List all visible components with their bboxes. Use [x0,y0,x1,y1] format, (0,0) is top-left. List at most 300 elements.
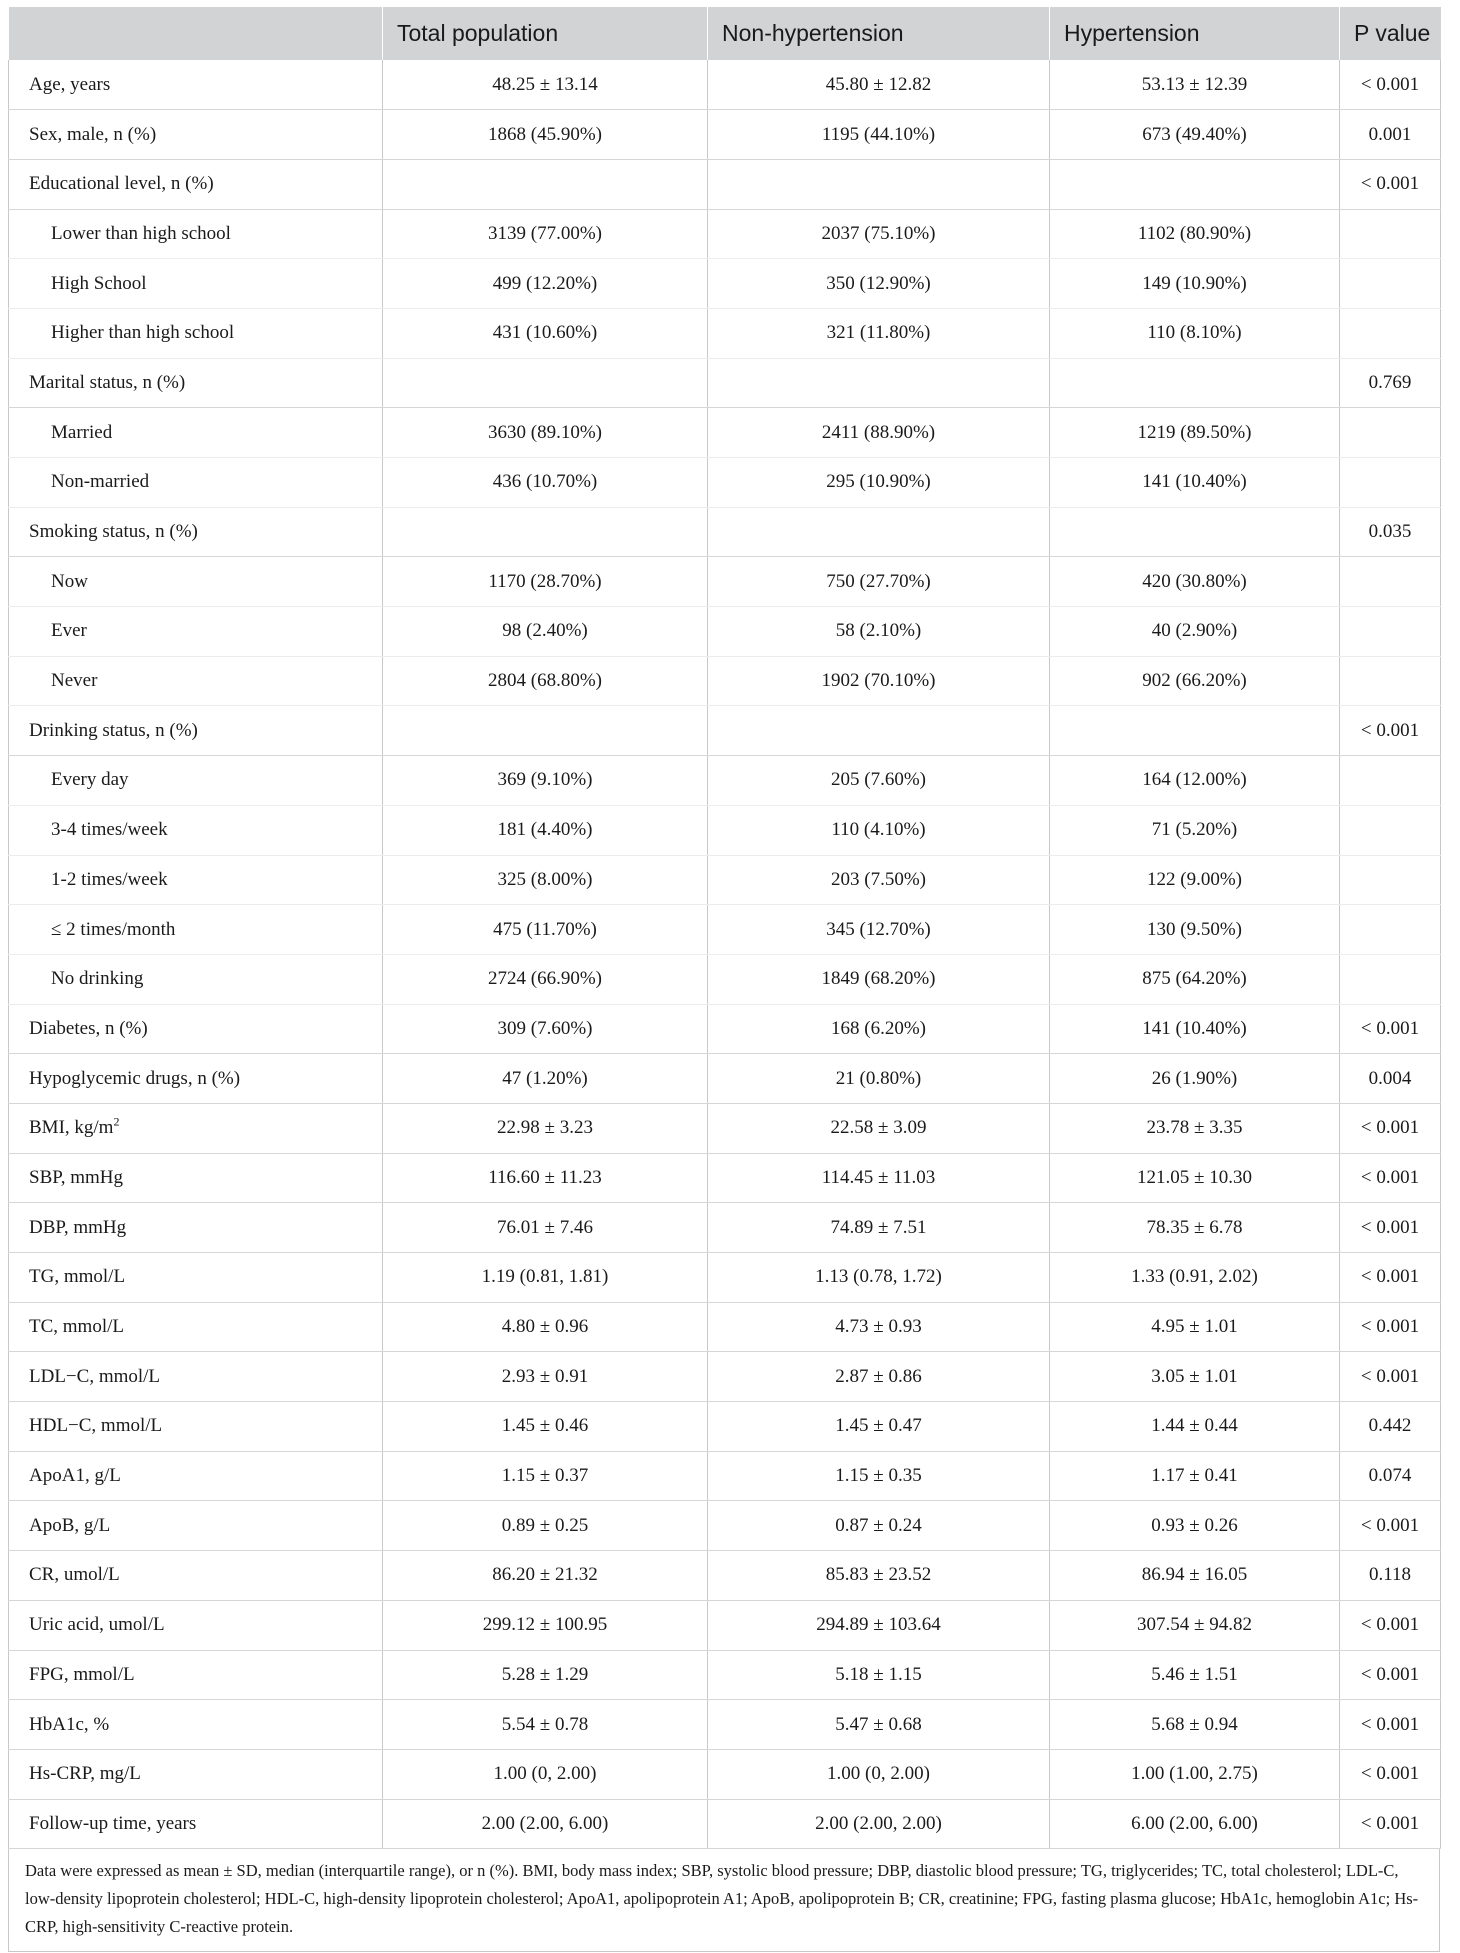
cell-hypertension-text: 23.78 ± 3.35 [1146,1117,1243,1139]
cell-hypertension [1050,1700,1340,1750]
table-row [9,1551,1441,1601]
cell-p-value [1340,1054,1441,1104]
row-label-text: SBP, mmHg [29,1166,123,1188]
row-label [9,1402,383,1452]
cell-p-value-text: 0.001 [1368,123,1412,145]
cell-p-value-text: < 0.001 [1360,173,1420,195]
cell-p-value [1340,1700,1441,1750]
cell-non-hypertension [708,855,1050,905]
cell-p-value-text: < 0.001 [1360,1017,1420,1039]
table-row [9,458,1441,508]
cell-p-value-text: < 0.001 [1360,1365,1420,1387]
cell-total-population [383,1004,708,1054]
table-row [9,1253,1441,1303]
cell-p-value [1340,855,1441,905]
cell-non-hypertension-text: 2411 (88.90%) [821,421,936,443]
row-label [9,756,383,806]
cell-non-hypertension-text: 5.18 ± 1.15 [835,1663,922,1685]
table-row [9,756,1441,806]
cell-non-hypertension [708,905,1050,955]
cell-p-value [1340,1799,1441,1849]
cell-p-value-text: 0.769 [1368,371,1412,393]
row-label-text: BMI, kg/m [29,1117,114,1139]
cell-p-value-text: 0.074 [1368,1465,1412,1487]
cell-p-value [1340,507,1441,557]
table-row [9,1700,1441,1750]
cell-non-hypertension [708,706,1050,756]
cell-p-value-text: 0.035 [1368,521,1412,543]
cell-non-hypertension [708,1203,1050,1253]
cell-non-hypertension-text: 1195 (44.10%) [821,123,936,145]
cell-hypertension-text: 130 (9.50%) [1147,918,1242,940]
cell-total-population [383,1253,708,1303]
cell-hypertension [1050,458,1340,508]
table-body [9,60,1441,1849]
row-label [9,259,383,309]
cell-hypertension [1050,1004,1340,1054]
cell-hypertension [1050,1253,1340,1303]
cell-p-value [1340,1004,1441,1054]
cell-p-value [1340,458,1441,508]
cell-hypertension [1050,1749,1340,1799]
cell-p-value [1340,209,1441,259]
cell-total-population-text: 5.28 ± 1.29 [501,1663,589,1685]
row-label-text: Lower than high school [51,222,231,244]
cell-hypertension-text: 307.54 ± 94.82 [1137,1614,1252,1636]
cell-hypertension [1050,1451,1340,1501]
cell-total-population-text: 22.98 ± 3.23 [497,1117,593,1139]
row-label [9,1302,383,1352]
table-row [9,358,1441,408]
cell-total-population-text: 299.12 ± 100.95 [482,1614,608,1636]
cell-hypertension [1050,1402,1340,1452]
row-label-text: LDL−C, mmol/L [29,1365,161,1387]
cell-non-hypertension-text: 22.58 ± 3.09 [830,1117,927,1139]
row-label-text: CR, umol/L [29,1564,120,1586]
cell-total-population-text: 499 (12.20%) [492,272,598,294]
cell-total-population-text: 3139 (77.00%) [488,222,602,244]
cell-non-hypertension [708,458,1050,508]
cell-non-hypertension-text: 203 (7.50%) [831,868,926,890]
cell-p-value-text: < 0.001 [1360,719,1420,741]
cell-p-value-text: < 0.001 [1360,1316,1420,1338]
cell-hypertension-text: 420 (30.80%) [1142,570,1247,592]
row-label [9,905,383,955]
cell-non-hypertension-text: 0.87 ± 0.24 [835,1514,922,1536]
cell-hypertension [1050,110,1340,160]
row-label [9,1551,383,1601]
cell-hypertension-text: 110 (8.10%) [1147,322,1242,344]
cell-p-value-text: < 0.001 [1360,1166,1420,1188]
cell-p-value-text: 0.004 [1368,1067,1412,1089]
cell-p-value [1340,1650,1441,1700]
cell-total-population [383,954,708,1004]
row-label-text: Marital status, n (%) [29,371,186,393]
row-label [9,159,383,209]
cell-non-hypertension [708,60,1050,110]
cell-total-population-text: 116.60 ± 11.23 [488,1166,602,1188]
cell-p-value-text: < 0.001 [1360,1117,1420,1139]
cell-hypertension [1050,756,1340,806]
cell-hypertension-text: 1.33 (0.91, 2.02) [1131,1266,1258,1288]
cell-total-population-text: 47 (1.20%) [502,1067,588,1089]
row-label-text: Drinking status, n (%) [29,719,198,741]
row-label [9,1153,383,1203]
cell-non-hypertension-text: 295 (10.90%) [826,471,931,493]
row-label-text: Every day [51,769,129,791]
cell-p-value [1340,1551,1441,1601]
row-label-text: HbA1c, % [29,1713,110,1735]
cell-hypertension-text: 673 (49.40%) [1142,123,1247,145]
row-label [9,1650,383,1700]
table-row [9,905,1441,955]
cell-p-value-text: < 0.001 [1360,1763,1420,1785]
cell-non-hypertension [708,1253,1050,1303]
cell-non-hypertension-text: 345 (12.70%) [826,918,931,940]
cell-total-population [383,358,708,408]
cell-p-value [1340,1451,1441,1501]
cell-non-hypertension [708,1054,1050,1104]
row-label [9,1501,383,1551]
table-row [9,656,1441,706]
cell-total-population [383,159,708,209]
cell-total-population-text: 1.45 ± 0.46 [501,1415,589,1437]
cell-non-hypertension [708,756,1050,806]
table-row [9,706,1441,756]
row-label-text: Never [51,670,98,692]
cell-non-hypertension-text: 1.00 (0, 2.00) [827,1763,930,1785]
cell-non-hypertension-text: 1902 (70.10%) [821,670,936,692]
cell-hypertension-text: 141 (10.40%) [1142,471,1247,493]
cell-hypertension [1050,507,1340,557]
cell-hypertension [1050,1799,1340,1849]
table-row [9,1103,1441,1153]
cell-non-hypertension [708,308,1050,358]
cell-total-population [383,1153,708,1203]
cell-total-population-text: 98 (2.40%) [502,620,588,642]
cell-non-hypertension-text: 750 (27.70%) [826,570,931,592]
row-label [9,1600,383,1650]
cell-hypertension-text: 0.93 ± 0.26 [1151,1514,1238,1536]
cell-total-population [383,458,708,508]
cell-non-hypertension-text: 1.15 ± 0.35 [835,1465,922,1487]
table-row [9,259,1441,309]
cell-total-population-text: 431 (10.60%) [492,322,598,344]
cell-p-value [1340,1103,1441,1153]
row-label [9,308,383,358]
cell-hypertension [1050,954,1340,1004]
table-row [9,954,1441,1004]
cell-non-hypertension [708,507,1050,557]
cell-p-value-text: 0.118 [1368,1564,1412,1586]
cell-total-population [383,1799,708,1849]
cell-total-population-text: 76.01 ± 7.46 [497,1216,593,1238]
cell-p-value [1340,1749,1441,1799]
cell-total-population-text: 1170 (28.70%) [488,570,602,592]
cell-total-population [383,408,708,458]
row-label-text: Hs-CRP, mg/L [29,1763,141,1785]
row-label [9,954,383,1004]
row-label-text: High School [51,272,147,294]
cell-p-value [1340,805,1441,855]
cell-p-value [1340,259,1441,309]
table-row [9,1352,1441,1402]
cell-non-hypertension-text: 5.47 ± 0.68 [835,1713,922,1735]
cell-hypertension-text: 6.00 (2.00, 6.00) [1131,1812,1258,1834]
cell-total-population [383,1501,708,1551]
cell-hypertension [1050,159,1340,209]
header-row [9,7,1441,60]
table-row [9,1203,1441,1253]
cell-hypertension [1050,706,1340,756]
cell-p-value [1340,557,1441,607]
cell-total-population [383,1551,708,1601]
row-label-text: Ever [51,620,87,642]
cell-hypertension [1050,1352,1340,1402]
cell-p-value-text: < 0.001 [1360,1713,1420,1735]
cell-non-hypertension [708,1600,1050,1650]
row-label [9,1352,383,1402]
cell-hypertension-text: 164 (12.00%) [1142,769,1247,791]
cell-p-value [1340,656,1441,706]
cell-p-value [1340,408,1441,458]
cell-total-population-text: 48.25 ± 13.14 [492,73,598,95]
row-label-text: Follow-up time, years [29,1812,197,1834]
cell-hypertension-text: 86.94 ± 16.05 [1141,1564,1248,1586]
cell-p-value [1340,1302,1441,1352]
cell-p-value [1340,607,1441,657]
header-non-hypertension: Non-hypertension [708,7,1050,60]
cell-hypertension [1050,1203,1340,1253]
cell-non-hypertension-text: 1849 (68.20%) [821,968,936,990]
cell-p-value-text: < 0.001 [1360,1216,1420,1238]
cell-total-population-text: 86.20 ± 21.32 [492,1564,598,1586]
cell-hypertension-text: 3.05 ± 1.01 [1151,1365,1238,1387]
cell-non-hypertension [708,159,1050,209]
row-label [9,1203,383,1253]
cell-total-population-text: 325 (8.00%) [497,868,593,890]
row-label [9,557,383,607]
cell-non-hypertension [708,209,1050,259]
cell-non-hypertension [708,259,1050,309]
table-row [9,110,1441,160]
table-row [9,1749,1441,1799]
cell-non-hypertension-text: 114.45 ± 11.03 [821,1166,936,1188]
cell-non-hypertension [708,805,1050,855]
cell-total-population [383,308,708,358]
cell-hypertension [1050,1551,1340,1601]
row-label-superscript: 2 [113,1114,120,1129]
cell-hypertension-text: 40 (2.90%) [1151,620,1238,642]
cell-non-hypertension [708,557,1050,607]
row-label [9,1749,383,1799]
cell-non-hypertension [708,408,1050,458]
cell-hypertension [1050,1650,1340,1700]
cell-total-population-text: 2.93 ± 0.91 [501,1365,589,1387]
row-label-text: DBP, mmHg [29,1216,127,1238]
row-label-text: HDL−C, mmol/L [29,1415,163,1437]
cell-total-population-text: 181 (4.40%) [497,819,593,841]
row-label-text: TC, mmol/L [29,1316,124,1338]
row-label-text: Sex, male, n (%) [29,123,157,145]
row-label-text: Higher than high school [51,322,235,344]
cell-p-value [1340,1402,1441,1452]
cell-total-population-text: 1.00 (0, 2.00) [493,1763,597,1785]
cell-hypertension-text: 5.46 ± 1.51 [1151,1663,1238,1685]
row-label [9,805,383,855]
table-row [9,60,1441,110]
cell-non-hypertension [708,1799,1050,1849]
cell-hypertension-text: 1.44 ± 0.44 [1151,1415,1238,1437]
cell-non-hypertension-text: 2037 (75.10%) [821,222,936,244]
cell-non-hypertension-text: 1.13 (0.78, 1.72) [815,1266,942,1288]
table-row [9,1153,1441,1203]
cell-hypertension-text: 1102 (80.90%) [1137,222,1252,244]
cell-total-population-text: 436 (10.70%) [492,471,598,493]
row-label [9,458,383,508]
cell-total-population [383,1054,708,1104]
cell-hypertension [1050,607,1340,657]
cell-non-hypertension [708,1551,1050,1601]
table-row [9,507,1441,557]
cell-hypertension-text: 1.17 ± 0.41 [1151,1465,1238,1487]
cell-p-value [1340,1600,1441,1650]
cell-non-hypertension [708,1352,1050,1402]
cell-total-population [383,1650,708,1700]
cell-hypertension [1050,259,1340,309]
row-label-text: ApoB, g/L [29,1514,111,1536]
cell-non-hypertension [708,1103,1050,1153]
cell-total-population [383,706,708,756]
cell-non-hypertension [708,607,1050,657]
cell-non-hypertension [708,1302,1050,1352]
table-row [9,1302,1441,1352]
cell-p-value [1340,159,1441,209]
cell-total-population [383,1402,708,1452]
table-row [9,209,1441,259]
cell-non-hypertension-text: 205 (7.60%) [831,769,926,791]
cell-total-population [383,607,708,657]
row-label-text: 1-2 times/week [51,868,168,890]
row-label-text: Educational level, n (%) [29,173,214,195]
row-label [9,209,383,259]
row-label [9,1054,383,1104]
cell-hypertension [1050,358,1340,408]
cell-p-value [1340,1352,1441,1402]
cell-total-population [383,756,708,806]
cell-p-value-text: < 0.001 [1360,1663,1420,1685]
row-label [9,1700,383,1750]
cell-p-value-text: < 0.001 [1360,1514,1420,1536]
cell-p-value [1340,358,1441,408]
table-header [9,7,1441,60]
cell-hypertension [1050,656,1340,706]
cell-p-value-text: < 0.001 [1360,1614,1420,1636]
cell-total-population-text: 369 (9.10%) [497,769,593,791]
cell-hypertension [1050,1600,1340,1650]
cell-total-population-text: 0.89 ± 0.25 [501,1514,589,1536]
row-label [9,656,383,706]
cell-hypertension-text: 1.00 (1.00, 2.75) [1131,1763,1258,1785]
table-row [9,408,1441,458]
cell-total-population [383,1600,708,1650]
cell-hypertension-text: 875 (64.20%) [1142,968,1247,990]
cell-non-hypertension [708,110,1050,160]
table-row [9,1004,1441,1054]
cell-non-hypertension [708,358,1050,408]
cell-total-population [383,507,708,557]
cell-non-hypertension-text: 110 (4.10%) [831,819,926,841]
cell-p-value [1340,308,1441,358]
cell-hypertension-text: 149 (10.90%) [1142,272,1247,294]
cell-non-hypertension-text: 321 (11.80%) [826,322,931,344]
cell-non-hypertension [708,1749,1050,1799]
cell-hypertension-text: 141 (10.40%) [1142,1017,1247,1039]
cell-hypertension [1050,1153,1340,1203]
cell-hypertension-text: 122 (9.00%) [1147,868,1242,890]
row-label [9,706,383,756]
header-variable [9,7,383,60]
cell-total-population [383,60,708,110]
cell-total-population [383,1749,708,1799]
row-label-text: No drinking [51,968,144,990]
row-label-text: TG, mmol/L [29,1266,126,1288]
cell-non-hypertension-text: 2.87 ± 0.86 [835,1365,922,1387]
row-label-text: ≤ 2 times/month [51,918,176,940]
row-label [9,607,383,657]
cell-non-hypertension-text: 21 (0.80%) [835,1067,922,1089]
cell-non-hypertension [708,954,1050,1004]
cell-hypertension [1050,905,1340,955]
table-row [9,855,1441,905]
cell-non-hypertension-text: 85.83 ± 23.52 [825,1564,932,1586]
row-label-text: Diabetes, n (%) [29,1017,148,1039]
cell-non-hypertension-text: 74.89 ± 7.51 [830,1216,927,1238]
cell-non-hypertension [708,1004,1050,1054]
cell-hypertension [1050,805,1340,855]
cell-total-population [383,905,708,955]
row-label [9,408,383,458]
table-footnote: Data were expressed as mean ± SD, median (interquartile range), or n (%). BMI, body mass index; SBP, systolic blood pressure; DBP, diastolic blood pressure; TG, triglycerides; TC, total cholesterol; LDL-C, low-density lipoprotein cholesterol; HDL-C, high-density lipoprotein cholesterol; ApoA1, apolipoprotein A1; ApoB, apolipoprotein B; CR, creatinine; FPG, fasting plasma glucose; HbA1c, hemoglobin A1c; Hs-CRP, high-sensitivity C-reactive protein. [8,1849,1440,1952]
row-label-text: Married [51,421,113,443]
row-label [9,1004,383,1054]
table-row [9,1402,1441,1452]
cell-non-hypertension-text: 4.73 ± 0.93 [835,1316,922,1338]
row-label [9,1799,383,1849]
cell-total-population [383,1352,708,1402]
cell-total-population-text: 3630 (89.10%) [488,421,602,443]
cell-p-value [1340,1253,1441,1303]
cell-total-population-text: 309 (7.60%) [497,1017,593,1039]
table-row [9,1451,1441,1501]
cell-total-population-text: 1.19 (0.81, 1.81) [481,1266,609,1288]
cell-p-value [1340,110,1441,160]
cell-hypertension [1050,855,1340,905]
row-label [9,1451,383,1501]
cell-total-population [383,1451,708,1501]
header-hypertension: Hypertension [1050,7,1340,60]
cell-p-value [1340,954,1441,1004]
cell-total-population [383,209,708,259]
row-label-text: Now [51,570,88,592]
row-label-text: Hypoglycemic drugs, n (%) [29,1067,241,1089]
cell-total-population [383,855,708,905]
cell-p-value [1340,905,1441,955]
cell-total-population-text: 1.15 ± 0.37 [501,1465,589,1487]
cell-p-value-text: < 0.001 [1360,1266,1420,1288]
table-row [9,805,1441,855]
cell-p-value [1340,1501,1441,1551]
